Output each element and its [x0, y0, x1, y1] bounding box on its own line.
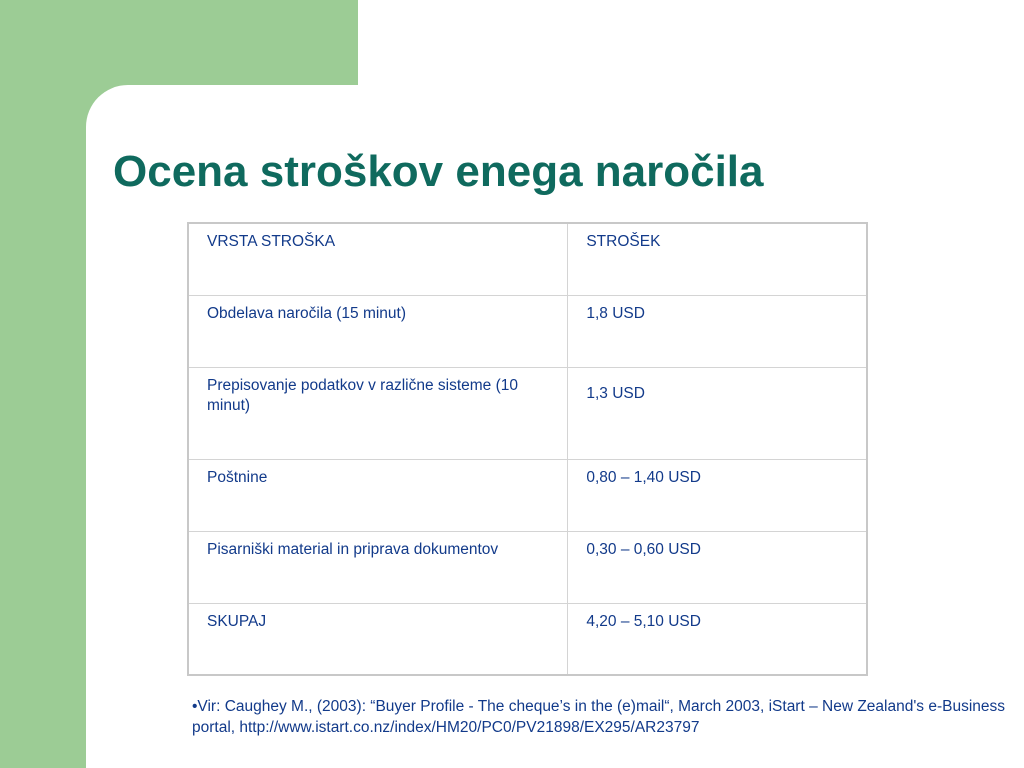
cell-cost: 0,30 – 0,60 USD	[568, 531, 867, 603]
table-header-row	[188, 223, 867, 295]
table-row	[188, 531, 867, 603]
cell-cost-type: Poštnine	[188, 459, 568, 531]
table-total-row	[188, 603, 867, 675]
cell-cost-type: Prepisovanje podatkov v različne sisteme (10 minut)	[188, 367, 568, 459]
cell-cost-type: Obdelava naročila (15 minut)	[188, 295, 568, 367]
cell-cost: 0,80 – 1,40 USD	[568, 459, 867, 531]
cell-cost-type: Pisarniški material in priprava dokumentov	[188, 531, 568, 603]
table-row	[188, 295, 867, 367]
header-cost-type: VRSTA STROŠKA	[188, 223, 568, 295]
cost-table	[187, 222, 868, 676]
slide-title: Ocena stroškov enega naročila	[113, 147, 764, 196]
table-row	[188, 367, 867, 459]
cell-total-label: SKUPAJ	[188, 603, 568, 675]
source-citation: •Vir: Caughey M., (2003): “Buyer Profile - The cheque’s in the (e)mail“, March 2003, iStart – New Zealand's e-Business portal, http://www.istart.co.nz/index/HM20/PC0/PV21898/EX295/AR23797	[192, 698, 1006, 736]
header-cost: STROŠEK	[568, 223, 867, 295]
cell-total-cost: 4,20 – 5,10 USD	[568, 603, 867, 675]
cell-cost: 1,3 USD	[568, 367, 867, 459]
cell-cost: 1,8 USD	[568, 295, 867, 367]
table-row	[188, 459, 867, 531]
